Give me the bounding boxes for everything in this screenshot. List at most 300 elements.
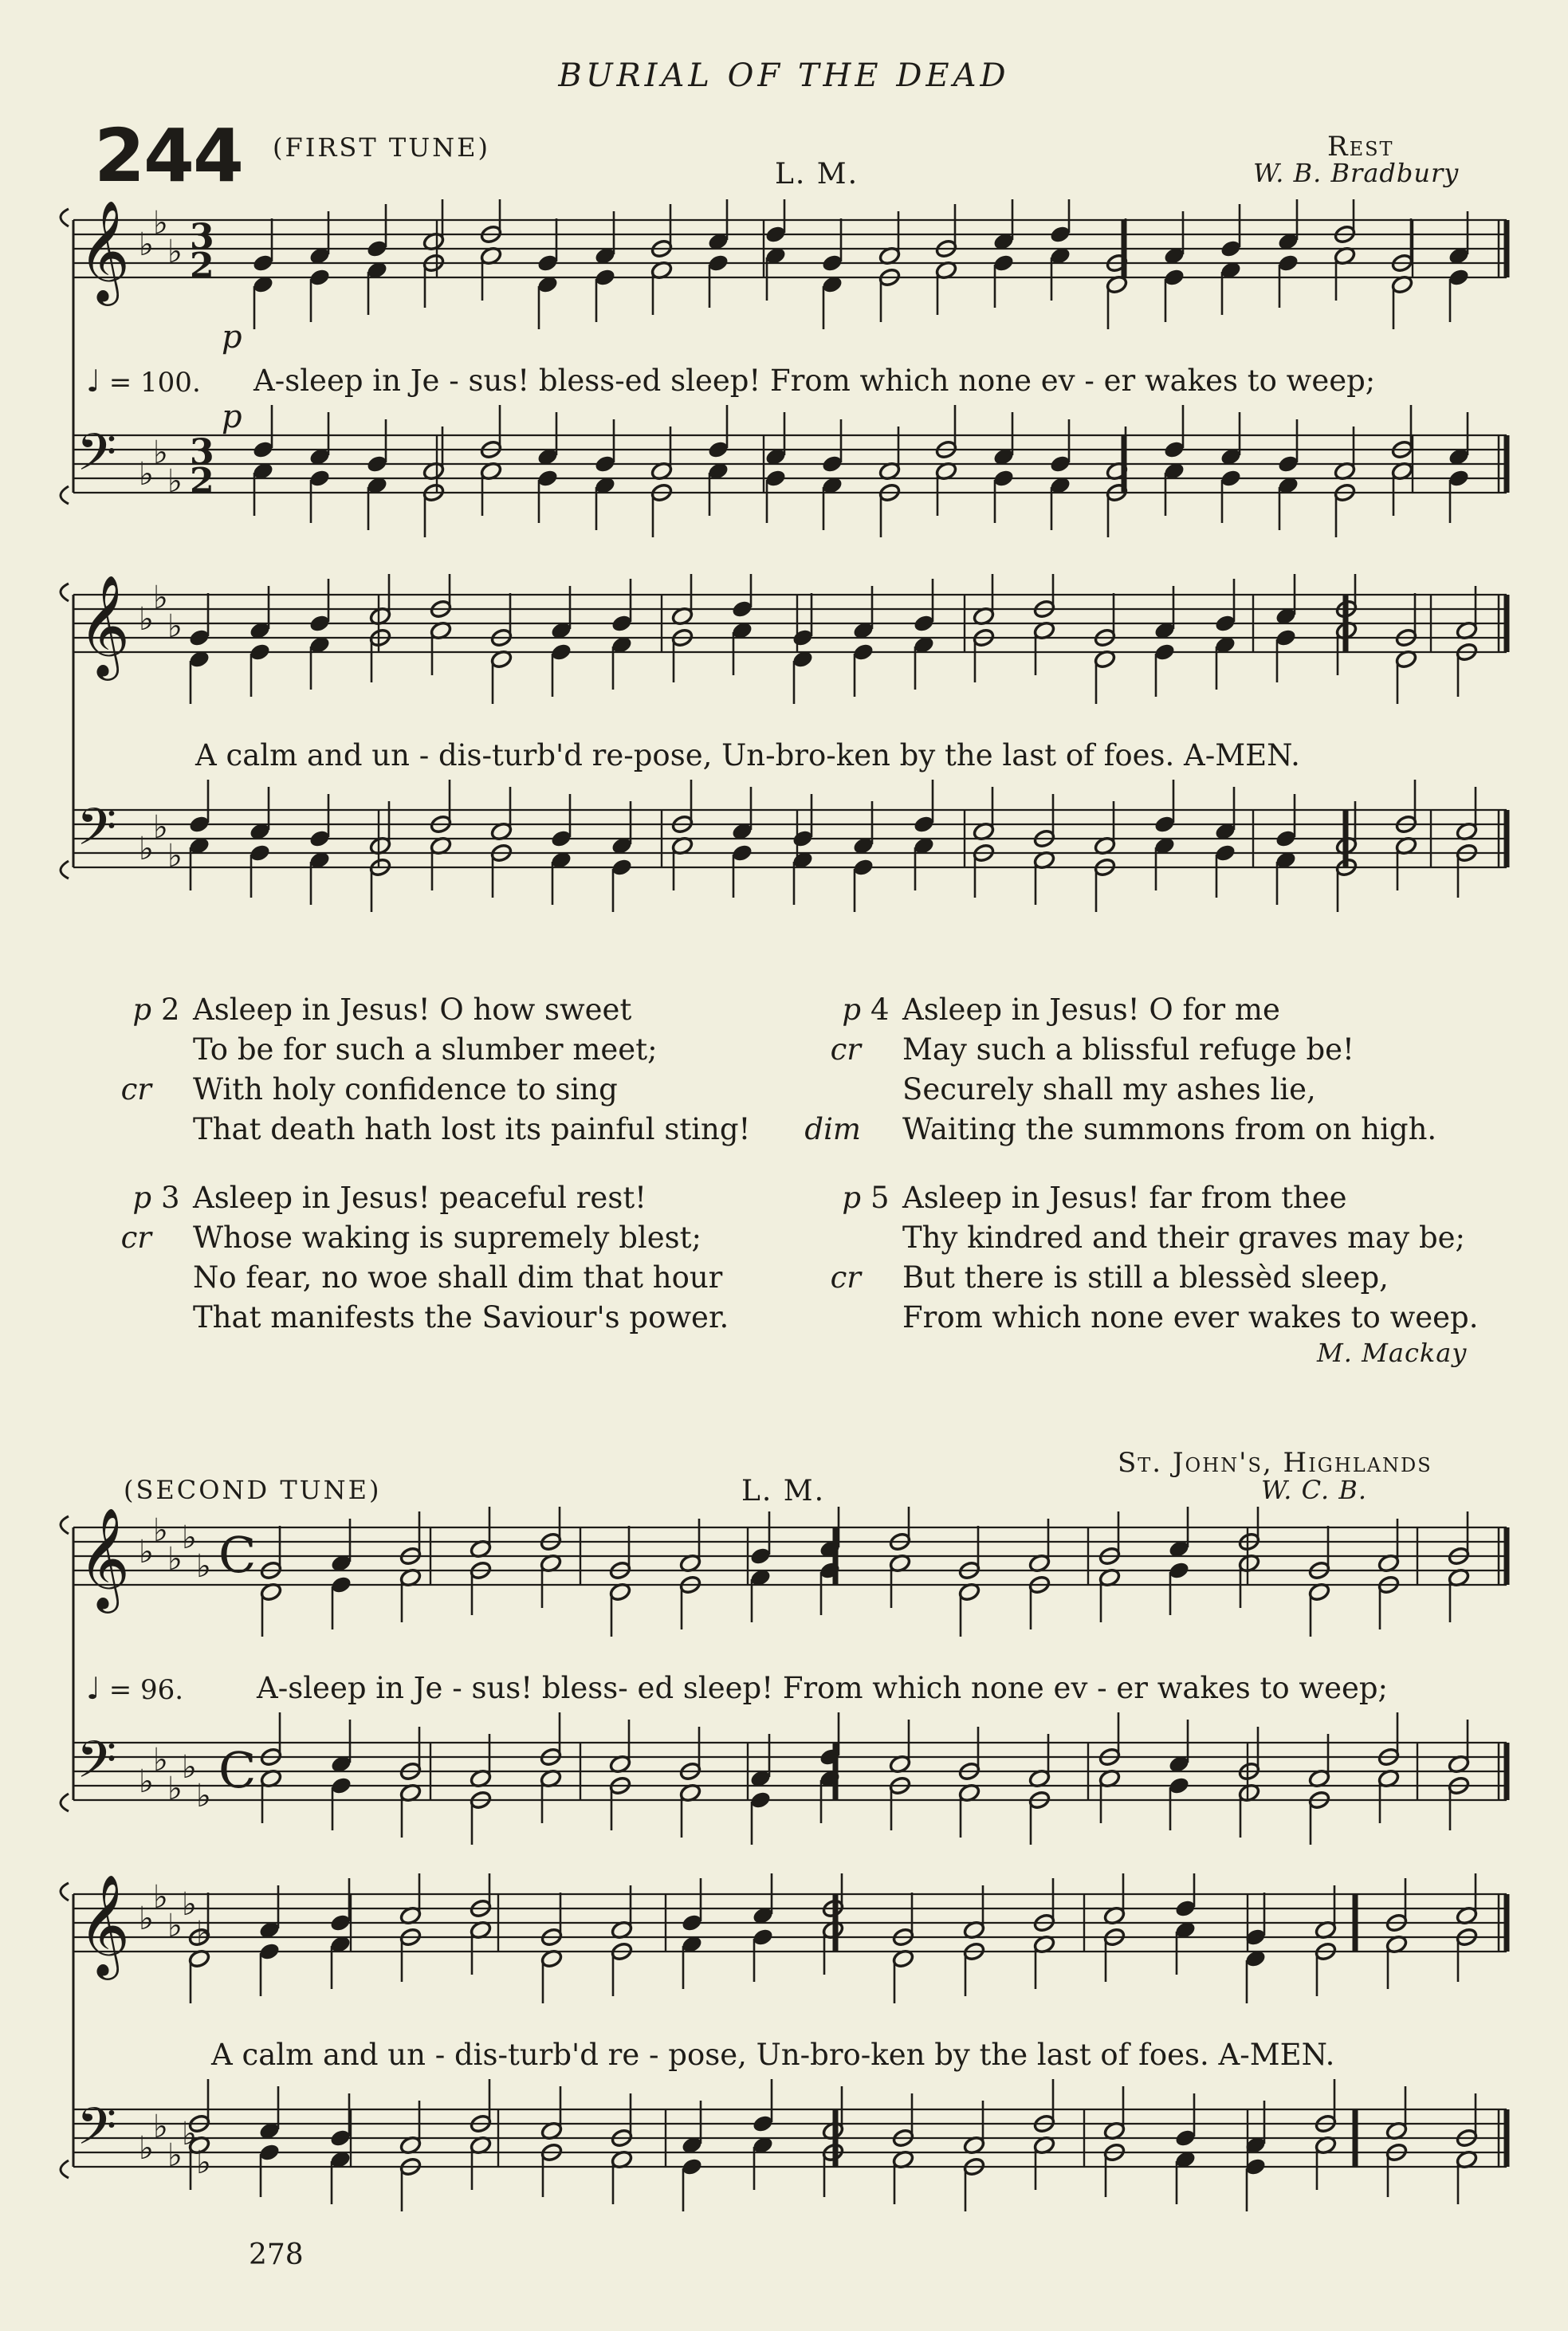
system-bracket (61, 209, 69, 504)
note-head (792, 649, 815, 704)
note-head (935, 204, 958, 259)
note-head (1456, 843, 1479, 898)
note-head (1244, 1948, 1267, 2003)
note-head (490, 649, 513, 704)
note-head (671, 835, 694, 890)
note-head (1168, 1775, 1191, 1830)
bass-clef-icon: 𝄢 (77, 2097, 117, 2169)
note-head (1395, 835, 1418, 890)
note-head (731, 574, 754, 619)
note-head (1377, 1712, 1401, 1767)
note-head (1391, 461, 1414, 516)
note-head (430, 780, 453, 835)
note-head (594, 475, 617, 530)
note-head (594, 267, 617, 322)
note-head (889, 1720, 912, 1775)
flat-icon: ♭ (167, 838, 183, 875)
note-head (1448, 267, 1471, 322)
note-head (1391, 405, 1414, 460)
verse-number (870, 1218, 902, 1258)
note-head (958, 1526, 981, 1581)
note-head (731, 787, 754, 842)
note-head (752, 1927, 775, 1982)
flat-icon: ♭ (167, 1541, 183, 1578)
note-head (707, 253, 730, 308)
verse-text: Asleep in Jesus! far from thee (902, 1181, 1347, 1215)
note-head (1315, 1941, 1338, 1996)
note-head (1220, 412, 1243, 467)
note-head (1275, 794, 1298, 849)
note-head (1385, 2142, 1409, 2197)
verse-text: To be for such a slumber meet; (193, 1032, 658, 1067)
verse-text: But there is still a blessèd sleep, (902, 1260, 1389, 1295)
note-head (1448, 1511, 1471, 1566)
dynamic-mark: cr (830, 1032, 861, 1067)
flat-icon: ♭ (167, 1908, 183, 1944)
verse-number (870, 1070, 902, 1110)
flat-icon: ♭ (182, 1519, 197, 1556)
verse-number: 4 (870, 993, 890, 1027)
bass-staff (73, 2109, 1507, 2167)
second-tune-meter: L. M. (741, 1475, 826, 1507)
note-head (752, 1873, 775, 1926)
verse-number (161, 1030, 193, 1070)
note-head (609, 1720, 632, 1775)
flat-icon: ♭ (196, 1548, 211, 1585)
note-head (889, 1507, 912, 1552)
note-head (1163, 461, 1186, 516)
note-head (399, 2156, 422, 2211)
first-tune-label: (FIRST TUNE) (273, 132, 491, 163)
note-head (1448, 1567, 1471, 1622)
verse-number (161, 1110, 193, 1150)
note-head (1334, 199, 1357, 245)
note-head (1385, 1878, 1409, 1933)
flat-icon: ♭ (167, 2137, 183, 2174)
flat-icon: ♭ (182, 2116, 197, 2152)
note-head (536, 412, 560, 467)
note-head (258, 2142, 281, 2197)
verse-text: No fear, no woe shall dim that hour (193, 1260, 723, 1295)
note-head (1238, 1783, 1261, 1838)
note-head (792, 593, 815, 648)
time-signature-bottom: 2 (190, 461, 214, 501)
note-head (792, 850, 815, 905)
verse-number (161, 1070, 193, 1110)
tempo-mark-2 (86, 1671, 183, 1706)
note-head (650, 204, 674, 259)
note-head (470, 1873, 493, 1919)
note-head (260, 1768, 283, 1823)
dynamic-mark: p (132, 993, 151, 1027)
note-head (1033, 2135, 1056, 2190)
lyrics-line-1: A-sleep in Je - sus! bless-ed sleep! From which none ev - er wakes to weep; (253, 364, 1376, 398)
note-head (258, 2086, 281, 2141)
note-head (369, 627, 392, 682)
note-head (913, 835, 936, 890)
note-head (913, 579, 936, 634)
lyrics-line-4: A calm and un - dis-turb'd re - pose, Un-bro-ken by the last of foes. A-MEN. (211, 2038, 1335, 2072)
note-head (1334, 246, 1357, 301)
note-head (963, 2156, 986, 2211)
note-head (1033, 620, 1056, 675)
note-head (470, 1560, 493, 1615)
note-head (536, 218, 560, 273)
note-head (707, 405, 730, 460)
note-head (540, 1768, 563, 1823)
note-head (430, 574, 453, 619)
verse-line (88, 1298, 805, 1338)
note-head (1103, 1873, 1126, 1926)
verse-3 (88, 1178, 805, 1338)
note-head (399, 1927, 422, 1982)
dynamic-mark (797, 1218, 870, 1258)
note-head (609, 1526, 632, 1581)
note-head (963, 1941, 986, 1996)
note-head (1395, 780, 1418, 835)
dynamic-mark: p (842, 1181, 861, 1215)
verse-line (88, 1218, 805, 1258)
note-head (1094, 649, 1117, 704)
note-head (188, 593, 211, 648)
note-head (958, 1783, 981, 1838)
note-head (913, 780, 936, 835)
dynamic-mark: cr (120, 1072, 151, 1107)
flat-icon: ♭ (139, 226, 154, 263)
verse-line (88, 990, 805, 1030)
flat-icon: ♭ (153, 434, 168, 471)
note-head (540, 1553, 563, 1608)
note-head (892, 2093, 915, 2148)
verse-author: M. Mackay (1317, 1338, 1468, 1368)
note-head (1174, 1920, 1197, 1975)
note-head (1028, 1574, 1051, 1629)
flat-icon: ♭ (196, 2144, 211, 2181)
note-head (992, 253, 1016, 308)
note-head (935, 461, 958, 516)
flat-icon: ♭ (153, 580, 168, 616)
dynamic-mark: dim (804, 1112, 861, 1146)
tempo-value-2: = 96. (108, 1674, 184, 1706)
note-head (594, 419, 617, 474)
dynamic-mark (88, 1030, 161, 1070)
note-head (1163, 405, 1186, 460)
note-head (366, 475, 389, 530)
dynamic-mark (88, 1110, 161, 1150)
note-head (650, 260, 674, 315)
note-head (550, 850, 573, 905)
flat-icon: ♭ (139, 1534, 154, 1570)
verse-line (88, 1030, 805, 1070)
verse-number (161, 1258, 193, 1298)
note-head (422, 253, 446, 308)
note-head (470, 1507, 493, 1559)
dynamic-mark: cr (120, 1221, 151, 1255)
note-head (252, 218, 275, 273)
system-bracket (61, 1883, 69, 2178)
note-head (540, 1712, 563, 1767)
note-head (611, 2093, 634, 2148)
note-head (1168, 1720, 1191, 1775)
note-head (1456, 2093, 1479, 2148)
note-head (821, 475, 844, 530)
note-head (1153, 835, 1177, 890)
note-head (1391, 274, 1414, 329)
note-head (1153, 780, 1177, 835)
hymn-number: 244 (94, 113, 243, 199)
note-head (1448, 412, 1471, 467)
note-head (540, 2086, 564, 2141)
note-head (1448, 1720, 1471, 1775)
verse-line (797, 1258, 1515, 1298)
note-head (430, 620, 453, 675)
note-head (852, 857, 875, 912)
first-tune-meter: L. M. (775, 158, 859, 191)
note-head (1174, 2149, 1197, 2204)
note-head (852, 642, 875, 697)
note-head (399, 1727, 422, 1782)
note-head (399, 1567, 422, 1622)
note-head (1385, 2086, 1409, 2141)
note-head (249, 642, 272, 697)
note-head (540, 1893, 564, 1948)
note-head (308, 579, 332, 634)
flat-icon: ♭ (153, 1512, 168, 1549)
note-head (1334, 482, 1357, 537)
dynamic-mark (797, 1070, 870, 1110)
note-head (1033, 1934, 1056, 1989)
verse-line (88, 1258, 805, 1298)
note-head (764, 412, 788, 467)
note-head (973, 627, 996, 682)
note-head (188, 1948, 211, 2003)
time-signature-top: 3 (190, 217, 214, 257)
note-head (1106, 218, 1129, 273)
note-head (330, 1574, 353, 1629)
second-tune-composer: W. C. B. (1261, 1475, 1368, 1505)
verse-line (797, 1070, 1515, 1110)
note-head (188, 2079, 211, 2134)
note-head (821, 274, 844, 329)
time-signature-top: 3 (190, 432, 214, 473)
note-head (749, 1567, 772, 1622)
treble-clef-icon: 𝄞 (78, 574, 131, 676)
note-head (992, 468, 1016, 523)
verse-line (88, 1110, 805, 1150)
note-head (681, 2156, 704, 2211)
note-head (671, 574, 694, 627)
treble-staff (73, 1527, 1507, 1585)
note-head (1448, 468, 1471, 523)
note-head (1308, 1790, 1331, 1845)
note-head (1153, 642, 1177, 697)
verse-text: Thy kindred and their graves may be; (902, 1221, 1466, 1255)
note-head (430, 835, 453, 890)
note-head (188, 780, 211, 835)
note-head (973, 787, 996, 842)
note-head (470, 2079, 493, 2134)
flat-icon: ♭ (153, 1879, 168, 1916)
note-head (819, 1560, 842, 1615)
treble-clef-icon: 𝄞 (78, 199, 131, 301)
note-head (1456, 787, 1479, 842)
flat-icon: ♭ (167, 1771, 183, 1807)
note-head (1168, 1560, 1191, 1615)
note-head (1106, 274, 1129, 329)
note-head (671, 627, 694, 682)
note-head (731, 843, 754, 898)
note-head (329, 2149, 352, 2204)
flat-icon: ♭ (182, 1886, 197, 1923)
flat-icon: ♭ (139, 831, 154, 867)
note-head (1315, 2135, 1338, 2190)
note-head (764, 246, 788, 301)
verse-text: With holy confidence to sing (193, 1072, 618, 1107)
note-head (308, 412, 332, 467)
treble-clef-icon: 𝄞 (78, 1873, 131, 1975)
note-head (252, 274, 275, 329)
note-head (422, 482, 446, 537)
flat-icon: ♭ (139, 1901, 154, 1937)
note-head (878, 482, 902, 537)
note-head (1308, 1526, 1331, 1581)
note-head (1049, 199, 1072, 245)
running-header: BURIAL OF THE DEAD (558, 57, 1010, 94)
note-head (1098, 1567, 1122, 1622)
note-head (260, 1582, 283, 1637)
note-head (1377, 1574, 1401, 1629)
note-head (480, 461, 503, 516)
note-head (609, 1775, 632, 1830)
note-head (958, 1582, 981, 1637)
note-head (308, 794, 332, 849)
first-tune-composer: W. B. Bradbury (1253, 158, 1460, 188)
note-head (366, 260, 389, 315)
flat-icon: ♭ (167, 608, 183, 645)
note-head (1395, 593, 1418, 648)
treble-staff (73, 595, 1507, 652)
note-head (1275, 574, 1298, 627)
note-head (366, 204, 389, 259)
flat-icon: ♭ (167, 234, 183, 270)
note-head (308, 468, 332, 523)
flat-icon: ♭ (153, 205, 168, 242)
note-head (1103, 2142, 1126, 2197)
bass-staff (73, 1743, 1507, 1800)
second-tune-label: (SECOND TUNE) (124, 1475, 382, 1505)
verse-number (870, 1030, 902, 1070)
dynamic-mark (88, 1298, 161, 1338)
note-head (188, 835, 211, 890)
note-head (1448, 1775, 1471, 1830)
flat-icon: ♭ (153, 809, 168, 846)
note-head (399, 1783, 422, 1838)
note-head (1103, 2086, 1126, 2141)
note-head (536, 468, 560, 523)
dynamic-piano-treble: p (222, 319, 242, 356)
note-head (764, 199, 788, 245)
note-head (1033, 850, 1056, 905)
note-head (611, 2149, 634, 2204)
note-head (1238, 1507, 1261, 1552)
page-number: 278 (249, 2239, 304, 2271)
note-head (1033, 2079, 1056, 2134)
note-head (1277, 199, 1300, 252)
note-head (611, 1941, 634, 1996)
note-head (540, 1507, 563, 1552)
verse-text: Asleep in Jesus! peaceful rest! (193, 1181, 647, 1215)
verse-line (797, 1110, 1515, 1150)
flat-icon: ♭ (139, 456, 154, 493)
verse-text: Asleep in Jesus! O how sweet (193, 993, 632, 1027)
note-head (764, 468, 788, 523)
note-head (399, 1873, 422, 1926)
verse-text: May such a blissful refuge be! (902, 1032, 1354, 1067)
note-head (490, 843, 513, 898)
note-head (1395, 649, 1418, 704)
note-head (470, 1790, 493, 1845)
note-head (536, 274, 560, 329)
system-bracket (61, 1516, 69, 1811)
verse-text: From which none ever wakes to weep. (902, 1300, 1479, 1335)
note-head (252, 461, 275, 516)
note-head (260, 1712, 283, 1767)
note-head (1385, 1934, 1409, 1989)
quarter-note-icon: ♩ (86, 364, 100, 399)
note-head (366, 419, 389, 474)
note-head (540, 2142, 564, 2197)
note-head (1277, 475, 1300, 530)
note-head (679, 1574, 702, 1629)
verse-number: 2 (161, 993, 180, 1027)
note-head (329, 1878, 352, 1933)
note-head (992, 199, 1016, 252)
note-head (958, 1727, 981, 1782)
note-head (260, 1526, 283, 1581)
note-head (1174, 2093, 1197, 2148)
verse-line (797, 1178, 1515, 1218)
note-head (611, 635, 634, 690)
flat-icon: ♭ (167, 463, 183, 500)
note-head (490, 593, 513, 648)
verse-number (161, 1218, 193, 1258)
note-head (935, 260, 958, 315)
note-head (679, 1783, 702, 1838)
flat-icon: ♭ (139, 601, 154, 638)
flat-icon: ♭ (153, 1742, 168, 1779)
note-head (707, 199, 730, 252)
tempo-mark-1 (86, 364, 201, 399)
note-head (749, 1790, 772, 1845)
verse-line (88, 1070, 805, 1110)
flat-icon: ♭ (196, 1778, 211, 1814)
note-head (1456, 1873, 1479, 1926)
note-head (330, 1720, 353, 1775)
flat-icon: ♭ (139, 1763, 154, 1800)
note-head (1094, 857, 1117, 912)
flat-icon: ♭ (139, 2130, 154, 2167)
verse-text: Securely shall my ashes lie, (902, 1072, 1316, 1107)
note-head (1033, 1878, 1056, 1933)
note-head (707, 461, 730, 516)
note-head (308, 635, 332, 690)
note-head (470, 1920, 493, 1975)
dynamic-mark: p (842, 993, 861, 1027)
note-head (1275, 627, 1298, 682)
bass-clef-icon: 𝄢 (77, 423, 117, 495)
note-head (369, 574, 392, 627)
note-head (308, 850, 332, 905)
